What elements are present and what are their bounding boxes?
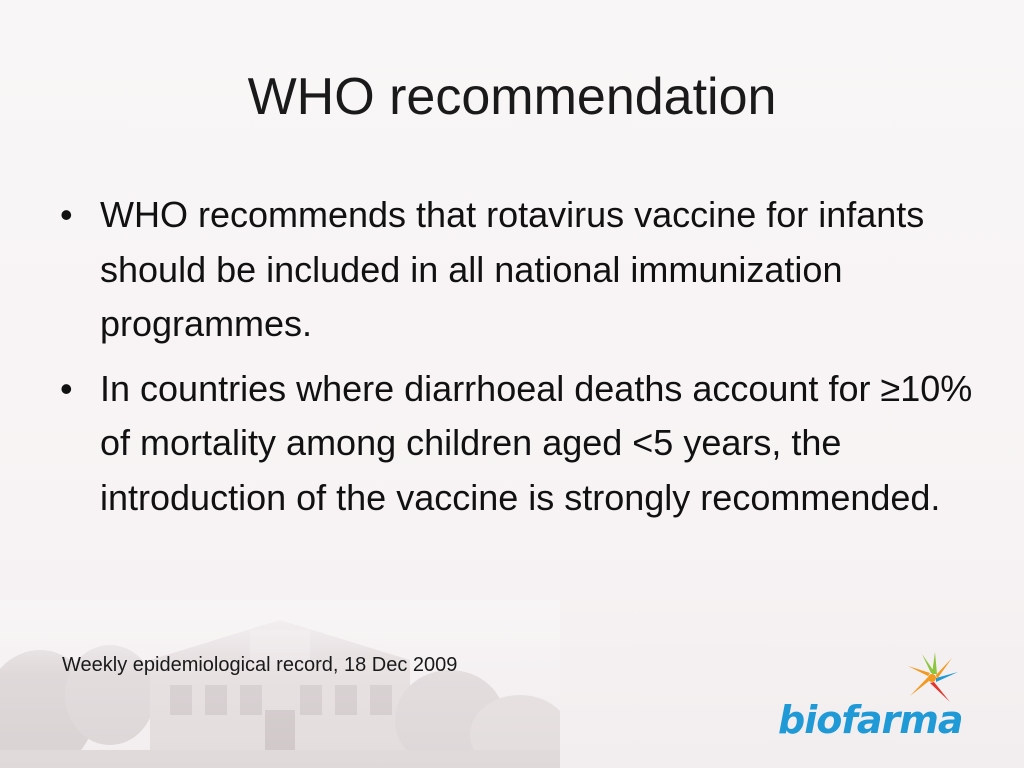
- bullet-item: [56, 188, 976, 352]
- biofarma-logo: [776, 650, 963, 750]
- bullet-item: [56, 362, 976, 526]
- bullet-marker: •: [60, 367, 73, 409]
- bullet-marker: •: [60, 194, 73, 235]
- slide-title: WHO recommendation: [247, 68, 777, 126]
- source-citation: Weekly epidemiological record, 18 Dec 2009: [62, 654, 458, 676]
- faded-building-image: [0, 600, 560, 768]
- bullet-list: [56, 188, 976, 535]
- bullet-text: WHO recommends that rotavirus vaccine for infants should be included in all national immunization programmes.: [100, 194, 925, 344]
- bullet-text: In countries where diarrhoeal deaths account for ≥10% of mortality among children aged <5 years, the introduction of the vaccine is strongly recommended.: [100, 367, 973, 518]
- biofarma-logo-text: biofarma: [778, 698, 963, 742]
